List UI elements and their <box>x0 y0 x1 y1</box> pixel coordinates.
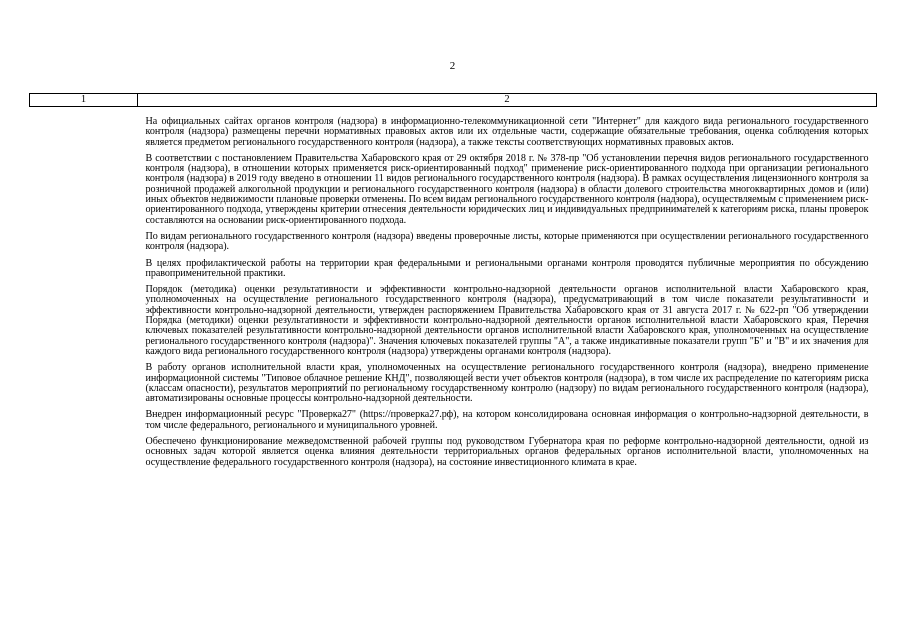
paragraph-6: В работу органов исполнительной власти края, уполномоченных на осуществление регионального государственного контроля (надзора), внедрено применение информационной системы "Типовое облачное решение КНД", позволяющей вести учет объектов контроля (надзора), в том числе их распределение по категориям риска (классам опасности), результатов мероприятий по региональному государственному контролю (надзору) по видам регионального государственного контроля (надзора), автоматизированы основные процессы контрольно-надзорной деятельности. <box>145 362 869 405</box>
paragraph-1: На официальных сайтах органов контроля (надзора) в информационно-телекоммуникационной сети "Интернет" для каждого вида регионального государственного контроля (надзора) размещены перечни нормативных правовых актов или их отдельные части, содержащие обязательные требования, оценка соблюдения которых является предметом регионального государственного контроля (надзора), а также тексты соответствующих нормативных правовых актов. <box>145 116 869 148</box>
paragraph-4: В целях профилактической работы на территории края федеральными и региональными органами контроля проводятся публичные мероприятия по обсуждению правоприменительной практики. <box>145 257 869 279</box>
content-cell <box>138 107 877 474</box>
document-table <box>29 93 877 474</box>
column-header-1: 1 <box>30 94 138 107</box>
empty-cell-col1 <box>30 107 138 474</box>
paragraph-5: Порядок (методика) оценки результативности и эффективности контрольно-надзорной деятельности органов исполнительной власти Хабаровского края, уполномоченных на осуществление регионального государственного контроля (надзора), предусматривающий в том числе показатели результативности и эффективности контрольно-надзорной деятельности, утвержден распоряжением Правительства Хабаровского края от 31 августа 2017 г. № 622-рп "Об утверждении Порядка (методики) оценки результативности и эффективности контрольно-надзорной деятельности органов исполнительной власти Хабаровского края, Перечня ключевых показателей результативности контрольно-надзорной деятельности органов исполнительной власти Хабаровского края, уполномоченных на осуществление регионального государственного контроля (надзора)". Значения ключевых показателей группы "А", а также индикативные показатели групп "Б" и "В" и их значения для каждого вида регионального государственного контроля (надзора) утверждены органами контроля (надзора). <box>145 284 869 357</box>
paragraph-2: В соответствии с постановлением Правительства Хабаровского края от 29 октября 2018 г. № 378-пр "Об установлении перечня видов регионального государственного контроля (надзора), в отношении которых применяется риск-ориентированный подход" применение риск-ориентированного подхода при организации регионального контроля (надзора) в 2019 году введено в отношении 11 видов регионального государственного контроля (надзора). В рамках осуществления лицензионного контроля за розничной продажей алкогольной продукции и регионального государственного контроля (надзора) в области долевого строительства многоквартирных домов и (или) иных объектов недвижимости плановые проверки отменены. По всем видам регионального государственного контроля (надзора), осуществляемым с применением риск-ориентированного подхода, утверждены критерии отнесения деятельности юридических лиц и индивидуальных предпринимателей к категориям риска, планы проверок составляются на основании риск-ориентированного подхода. <box>145 152 869 226</box>
table-row <box>30 107 877 474</box>
page-number: 2 <box>449 60 456 72</box>
content-body <box>138 107 877 468</box>
paragraph-7: Внедрен информационный ресурс "Проверка27" (https://проверка27.рф), на котором консолидирована основная информация о контрольно-надзорной деятельности, в том числе федерального, регионального и муниципального уровней. <box>145 409 869 431</box>
column-header-2: 2 <box>138 94 877 107</box>
paragraph-3: По видам регионального государственного контроля (надзора) введены проверочные листы, которые применяются при осуществлении регионального государственного контроля (надзора). <box>145 230 869 253</box>
paragraph-8: Обеспечено функционирование межведомственной рабочей группы под руководством Губернатора края по реформе контрольно-надзорной деятельности, одной из основных задач которой является оценка влияния деятельности территориальных органов федеральных органов исполнительной власти, уполномоченных на осуществление федерального государственного контроля (надзора), на состояние инвестиционного климата в крае. <box>145 436 869 468</box>
table-header-row <box>30 94 877 107</box>
